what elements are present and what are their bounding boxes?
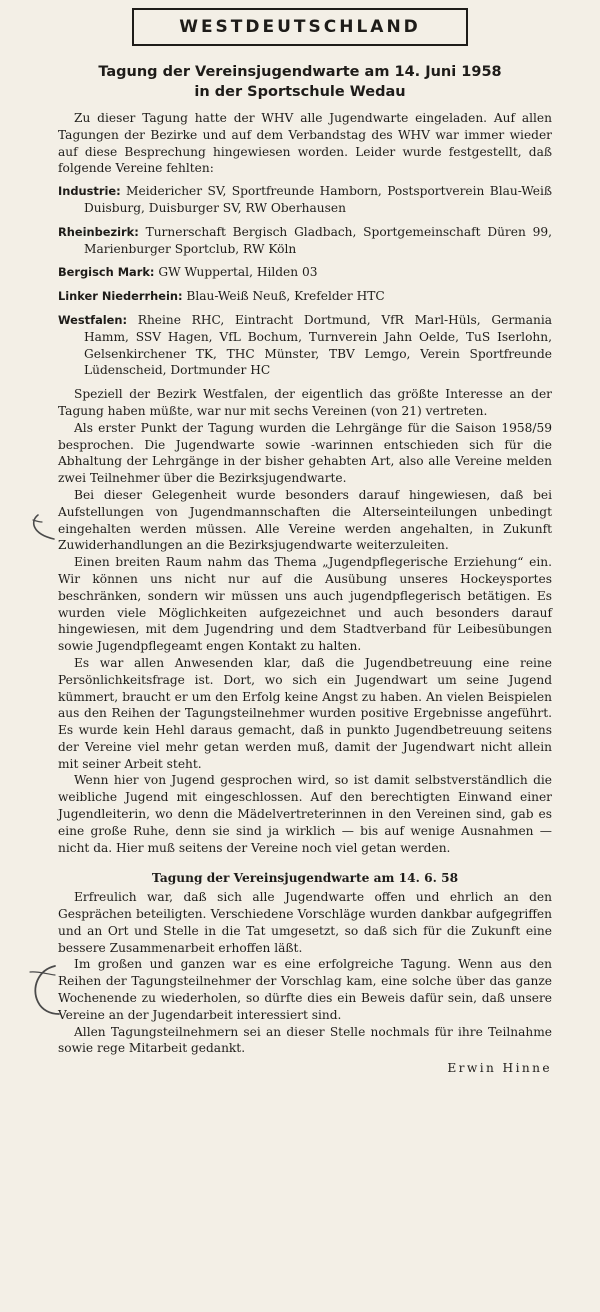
paragraph-jugendbetreuung: Es war allen Anwesenden klar, daß die Jugendbetreuung eine reine Persönlichkeitsfrage ist. Dort, wo sich ein Jugendwart um seine Jugend kümmert, braucht er um den Erfolg keine Angst zu haben. An vielen Beispielen aus den Reihen der Tagungsteilnehmer wurden positive Ergebnisse angeführt. Es wurde kein Hehl daraus gemacht, daß in punkto Jugendbetreuung seitens der Vereine viel mehr getan werden muß, damit der Jugendwart nicht allein mit seiner Arbeit steht. bbox=[58, 655, 552, 771]
club-list: Meidericher SV, Sportfreunde Hamborn, Postsportverein Blau-Weiß Duisburg, Duisburger SV, RW Oberhausen bbox=[84, 184, 552, 215]
article-headline-line-1: Tagung der Vereinsjugendwarte am 14. Juni 1958 bbox=[98, 64, 502, 80]
paragraph-westfalen: Speziell der Bezirk Westfalen, der eigentlich das größte Interesse an der Tagung haben müßte, war nur mit sechs Vereinen (von 21) vertreten. bbox=[58, 387, 552, 418]
missing-clubs-rheinbezirk bbox=[58, 224, 552, 258]
pencil-bracket-mark-lower bbox=[22, 962, 62, 1018]
club-list: Turnerschaft Bergisch Gladbach, Sportgemeinschaft Düren 99, Marienburger Sportclub, RW Köln bbox=[84, 224, 552, 256]
paragraph-jugendpflege: Einen breiten Raum nahm das Thema „Jugendpflegerische Erziehung“ ein. Wir können uns nicht nur auf die Ausübung unseres Hockeysportes beschränken, sondern wir müssen uns auch jugendpflegerisch betätigen. Es wurden viele Möglichkeiten aufgezeichnet und auch besonders darauf hingewiesen, mit dem Jugendring und dem Stadtverband für Leibesübungen sowie Jugendpflegeamt engen Kontakt zu halten. bbox=[58, 555, 552, 654]
section-subheading: Tagung der Vereinsjugendwarte am 14. 6. 58 bbox=[151, 871, 459, 886]
article-headline-line-2: in der Sportschule Wedau bbox=[194, 84, 406, 100]
club-list: GW Wuppertal, Hilden 03 bbox=[158, 265, 318, 280]
club-list: Rheine RHC, Eintracht Dortmund, VfR Marl-Hüls, Germania Hamm, SSV Hagen, VfL Bochum, Turnverein Jahn Oelde, TuS Iserlohn, Gelsenkirchener TK, THC Münster, TBV Lemgo, Verein Sportfreunde Lüdenscheid, Dortmunder HC bbox=[84, 312, 552, 378]
region-label: Rheinbezirk: bbox=[58, 224, 139, 239]
region-label: Westfalen: bbox=[58, 312, 128, 327]
section-masthead bbox=[132, 8, 468, 46]
paragraph-dank: Allen Tagungsteilnehmern sei an dieser Stelle nochmals für ihre Teilnahme sowie rege Mitarbeit gedankt. bbox=[58, 1024, 552, 1056]
paragraph-gespraeche: Erfreulich war, daß sich alle Jugendwarte offen und ehrlich an den Gesprächen beteiligten. Verschiedene Vorschläge wurden dankbar aufgegriffen und an Ort und Stelle in die Tat umgesetzt, so daß sich für die Zukunft eine bessere Zusammenarbeit erhoffen läßt. bbox=[58, 890, 552, 955]
paragraph-alterseinteilung: Bei dieser Gelegenheit wurde besonders darauf hingewiesen, daß bei Aufstellungen von Jugendmannschaften die Alterseinteilungen unbedingt eingehalten werden müssen. Alle Vereine werden angehalten, in Zukunft Zuwiderhandlungen an die Bezirksjugendwarte weiterzuleiten. bbox=[58, 487, 552, 553]
missing-clubs-linker-niederrhein bbox=[58, 288, 552, 305]
article-body bbox=[58, 110, 552, 1077]
region-label: Linker Niederrhein: bbox=[58, 289, 183, 304]
club-list: Blau-Weiß Neuß, Krefelder HTC bbox=[186, 289, 385, 304]
missing-clubs-bergisch-mark bbox=[58, 264, 552, 281]
missing-clubs-westfalen bbox=[58, 312, 552, 379]
region-label: Bergisch Mark: bbox=[58, 265, 155, 280]
author-signature: Erwin Hinne bbox=[447, 1061, 552, 1076]
paragraph-erfolgreiche-tagung: Im großen und ganzen war es eine erfolgreiche Tagung. Wenn aus den Reihen der Tagungsteilnehmer der Vorschlag kam, eine solche über das ganze Wochenende zu wiederholen, so dürfte dies ein Beweis dafür sein, daß unsere Vereine an der Jugendarbeit interessiert sind. bbox=[58, 957, 552, 1022]
pencil-bracket-mark-upper bbox=[14, 512, 58, 546]
missing-clubs-industrie bbox=[58, 183, 552, 217]
masthead-title: WESTDEUTSCHLAND bbox=[179, 17, 421, 37]
intro-paragraph: Zu dieser Tagung hatte der WHV alle Jugendwarte eingeladen. Auf allen Tagungen der Bezirke und auf dem Verbandstag des WHV war immer wieder auf diese Besprechung hingewiesen worden. Leider wurde festgestellt, daß folgende Vereine fehlten: bbox=[58, 111, 552, 176]
paragraph-lehrgaenge: Als erster Punkt der Tagung wurden die Lehrgänge für die Saison 1958/59 besprochen. Die Jugendwarte sowie -warinnen entschieden sich für die Abhaltung der Lehrgänge in der bisher gehabten Art, also alle Vereine melden zwei Teilnehmer über die Bezirksjugendwarte. bbox=[58, 420, 552, 486]
region-label: Industrie: bbox=[58, 184, 121, 199]
paragraph-weibliche-jugend: Wenn hier von Jugend gesprochen wird, so ist damit selbstverständlich die weibliche Jugend mit eingeschlossen. Auf den berechtigten Einwand einer Jugendleiterin, wo denn die Mädelvertreterinnen in den Vereinen sind, gab es eine große Ruhe, denn sie sind ja wirklich — bis auf wenige Ausnahmen — nicht da. Hier muß seitens der Vereine noch viel getan werden. bbox=[58, 773, 552, 855]
